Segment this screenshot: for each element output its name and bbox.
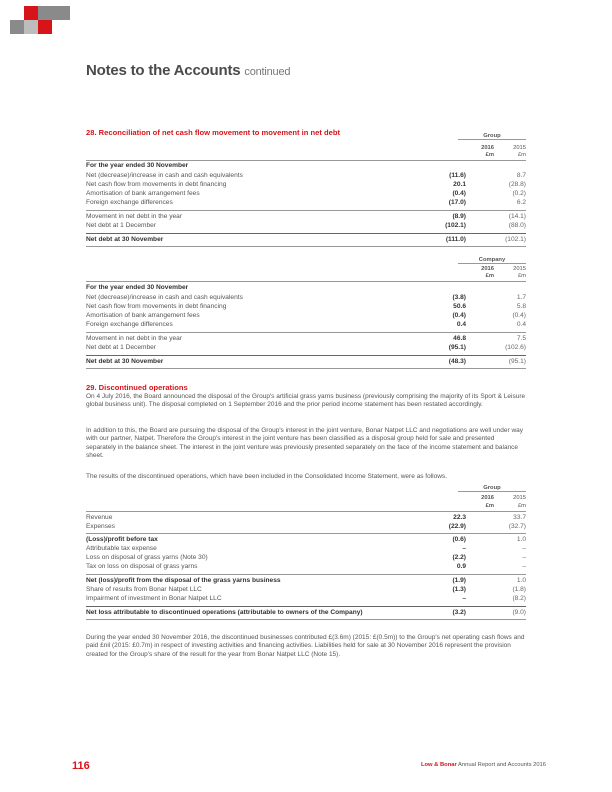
note-29-paragraph-2: In addition to this, the Board are pursuing the disposal of the Group's interest in the joint venture, Bonar Natpet LLC and negotiations are well under way with our partner, Natpet. Therefore the Group's interest in the joint venture has been classified as a disposal group held for sale and presented separately in the balance sheet. The interest in the joint venture was previously presented separately on the face of the income statement and balance sheet. (86, 427, 524, 460)
col-2015: 2015 (513, 495, 526, 501)
col-2016: 2016 (481, 266, 494, 272)
note-28-title: 28. Reconciliation of net cash flow movement to movement in net debt (86, 128, 341, 137)
note-29-paragraph-4: During the year ended 30 November 2016, the discontinued businesses contributed £(3.6m) (2015: £(0.5m)) to the Group's net operating cash flows and paid £nil (2015: £0.7m) in respect of investing activities and financing activities. Liabilities held for sale at 30 November 2016 represent the provision created for the Group's share of the result for the year from Bonar Natpet LLC (Note 15). (86, 634, 525, 658)
company-logo-mark (0, 0, 70, 40)
col-2015-unit: £m (517, 152, 526, 158)
page-number: 116 (72, 760, 90, 772)
group-header: Group (458, 485, 526, 492)
col-2016-unit: £m (485, 152, 494, 158)
footer-brand: Low & Bonar (420, 762, 457, 768)
note-28-company-table: Company 2016 2015 £m £m For the year ended 30 November Net (decrease)/increase in cash and cash equivalents (3.8) 1.7 Net cash flow from movements in debt financing 50.6 5.8 Amortisation of bank arrangement fees (0.4) (0.4) Foreign exchange differences 0.4 0.4 Movement in net debt in the year 46.8 7.5 Net debt at 1 December (95.1) (102.6) Net debt at 30 November (48.3) (95.1) (86, 254, 526, 374)
note-29-title: 29. Discontinued operations (86, 383, 188, 392)
footer-report: Annual Report and Accounts 2016 (458, 762, 546, 768)
note-29-paragraph-3: The results of the discontinued operations, which have been included in the Consolidated Income Statement, were as follows. (86, 473, 447, 480)
company-header: Company (458, 257, 526, 264)
note-28-group-table: 28. Reconciliation of net cash flow movement to movement in net debt Group 2016 2015 £m £m For the year ended 30 November Net (decrease)/increase in cash and cash equivalents (11.6) 8.7 Net cash flow from movements in debt financing 20.1 (28.8) Amortisation of bank arrangement fees (0.4) (0.2) Foreign exchange differences (17.0) 6.2 Movement in net debt in the year (8.9) (14.1) Net debt at 1 December (102.1) (88.0) Net debt at 30 November (111.0) (102.1) (86, 128, 526, 248)
col-2016-unit: £m (485, 273, 494, 279)
note-29-paragraph-1: On 4 July 2016, the Board announced the disposal of the Group's artificial grass yarns business (previously comprising the majority of its Sport & Leisure global business unit). The disposal completed on 1 September 2016 and the prior period income statement has been restated accordingly. (86, 393, 526, 409)
col-2015: 2015 (513, 266, 526, 272)
page-title: Notes to the Accounts continued (86, 62, 291, 79)
col-2016: 2016 (481, 145, 494, 151)
col-2015-unit: £m (517, 503, 526, 509)
note-29-table: Group 2016 2015 £m £m Revenue 22.3 33.7 Expenses (22.9) (32.7) (Loss)/profit before tax (0.6) 1.0 Attributable tax expense – – Loss on disposal of grass yarns (Note 30) (2.2) – Tax on loss on disposal of grass yarns 0.9 – Net (loss)/profit from the disposal of the grass yarns business (1.9) 1.0 Share of results from Bonar Natpet LLC (1.3) (1.8) Impairment of investment in Bonar Natpet LLC – (8.2) Net loss attributable to discontinued operations (attributable to owners of the Company) (3.2) (9.0) (86, 482, 526, 628)
group-header: Group (458, 133, 526, 140)
col-2015: 2015 (513, 145, 526, 151)
col-2016-unit: £m (485, 503, 494, 509)
footer-report-title (421, 762, 546, 768)
col-2015-unit: £m (517, 273, 526, 279)
page-title-suffix: continued (244, 66, 291, 78)
col-2016: 2016 (481, 495, 494, 501)
